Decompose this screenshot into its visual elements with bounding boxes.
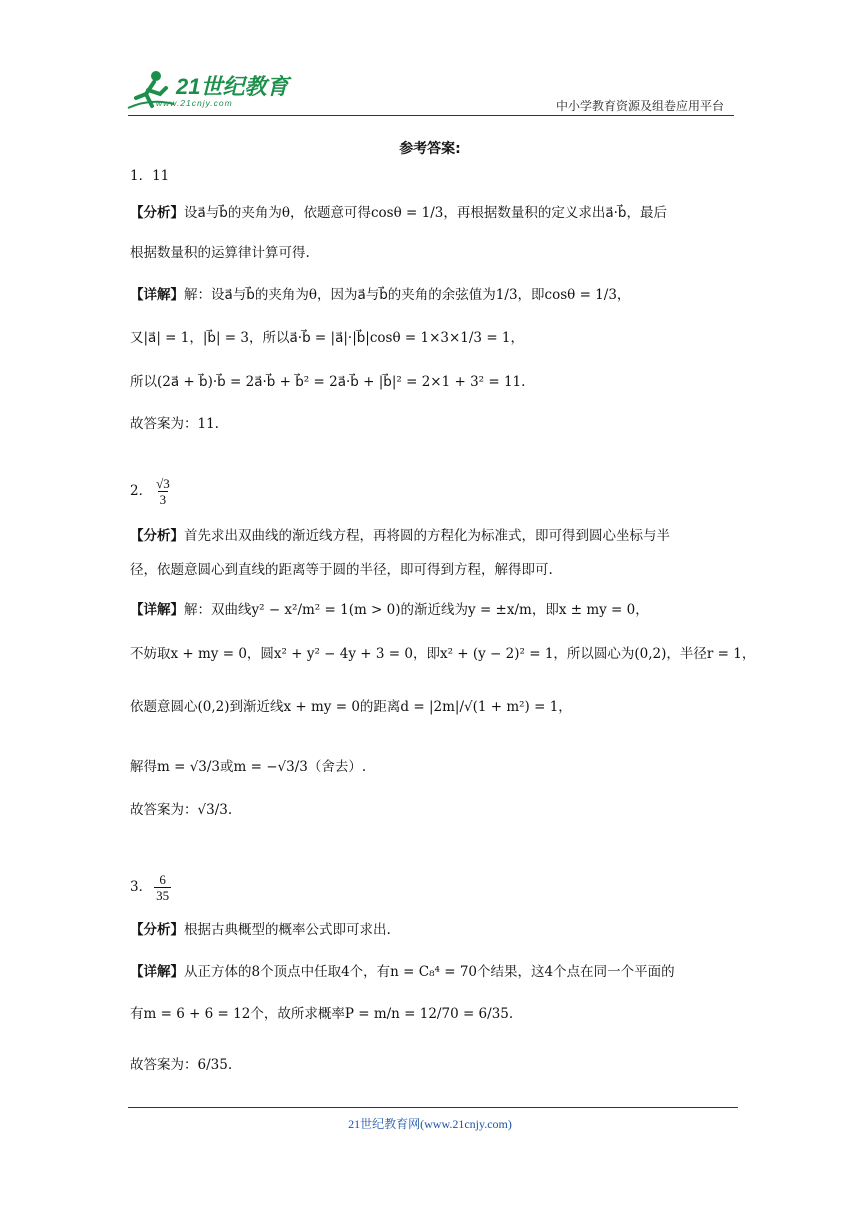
q1-number: 1．11: [130, 168, 170, 184]
q1-analysis-line-2: 根据数量积的运算律计算可得.: [130, 245, 310, 261]
footer-divider: [128, 1107, 738, 1108]
q2-number-line: [130, 476, 174, 507]
q2-analysis-text-1: 首先求出双曲线的渐近线方程，再将圆的方程化为标准式，即可得到圆心坐标与半: [184, 528, 670, 544]
q1-detail-tag: 【详解】: [130, 287, 184, 303]
q1-detail-text-1: 解：设a⃗与b⃗的夹角为θ，因为a⃗与b⃗的夹角的余弦值为1/3，即cosθ = 1/3，: [184, 287, 631, 303]
q2-detail-line-1: [130, 600, 649, 620]
page-title: 参考答案:: [399, 141, 461, 157]
q2-analysis-line-1: [130, 526, 670, 546]
q3-detail-text-1: 从正方体的8个顶点中任取4个，有n = C₈⁴ = 70个结果，这4个点在同一个平面的: [184, 964, 675, 980]
q2-analysis-line-2: 径，依题意圆心到直线的距离等于圆的半径，即可得到方程，解得即可.: [130, 562, 553, 578]
q2-answer-numerator: √3: [156, 476, 170, 491]
q2-detail-line-2: 不妨取x + my = 0，圆x² + y² − 4y + 3 = 0，即x² + (y − 2)² = 1，所以圆心为(0,2)，半径r = 1，: [130, 646, 756, 662]
q1-analysis-text-1: 设a⃗与b⃗的夹角为θ，依题意可得cosθ = 1/3，再根据数量积的定义求出a⃗·b⃗，最后: [184, 205, 667, 221]
q2-detail-line-3: 依题意圆心(0,2)到渐近线x + my = 0的距离d = |2m|/√(1 + m²) = 1，: [130, 699, 572, 715]
q3-answer: 故答案为：6/35.: [130, 1057, 233, 1073]
q2-detail-line-4: 解得m = √3/3或m = −√3/3（舍去）.: [130, 759, 367, 775]
q1-analysis-line-1: [130, 203, 667, 223]
q3-answer-denominator: 35: [156, 888, 170, 903]
q3-detail-line-2: 有m = 6 + 6 = 12个，故所求概率P = m/n = 12/70 = 6/35.: [130, 1006, 514, 1022]
q1-detail-line-2: 又|a⃗| = 1，|b⃗| = 3，所以a⃗·b⃗ = |a⃗|·|b⃗|cosθ = 1×3×1/3 = 1，: [130, 330, 525, 346]
q3-analysis-text-1: 根据古典概型的概率公式即可求出.: [184, 922, 391, 938]
footer-link[interactable]: 21世纪教育网(www.21cnjy.com): [348, 1117, 512, 1131]
logo-subtext: www.21cnjy.com: [156, 98, 233, 108]
q1-detail-line-1: [130, 285, 630, 305]
q3-analysis-line-1: [130, 920, 391, 940]
q3-number: 3．: [130, 879, 153, 895]
q3-number-line: [130, 872, 173, 903]
q3-answer-numerator: 6: [159, 872, 166, 887]
q2-analysis-tag: 【分析】: [130, 528, 184, 544]
header-divider: [128, 115, 734, 116]
q1-detail-line-3: 所以(2a⃗ + b⃗)·b⃗ = 2a⃗·b⃗ + b⃗² = 2a⃗·b⃗ + |b⃗|² = 2×1 + 3² = 11.: [130, 374, 526, 390]
q2-answer-fraction: [154, 476, 172, 507]
q2-number: 2．: [130, 483, 153, 499]
q2-detail-tag: 【详解】: [130, 602, 184, 618]
q1-answer: 故答案为：11.: [130, 416, 219, 432]
q3-detail-tag: 【详解】: [130, 964, 184, 980]
q2-detail-text-1: 解：双曲线y² − x²/m² = 1(m > 0)的渐近线为y = ±x/m，即x ± my = 0，: [184, 602, 649, 618]
q2-answer-denominator: 3: [159, 492, 167, 507]
q3-answer-fraction: [154, 872, 171, 903]
q2-answer: 故答案为：√3/3.: [130, 802, 233, 818]
header-platform-text: 中小学教育资源及组卷应用平台: [555, 99, 724, 113]
q1-analysis-tag: 【分析】: [130, 205, 184, 221]
site-logo: [124, 66, 294, 116]
logo-text: 21世纪教育: [176, 74, 289, 99]
q3-analysis-tag: 【分析】: [130, 922, 184, 938]
q3-detail-line-1: [130, 962, 675, 982]
